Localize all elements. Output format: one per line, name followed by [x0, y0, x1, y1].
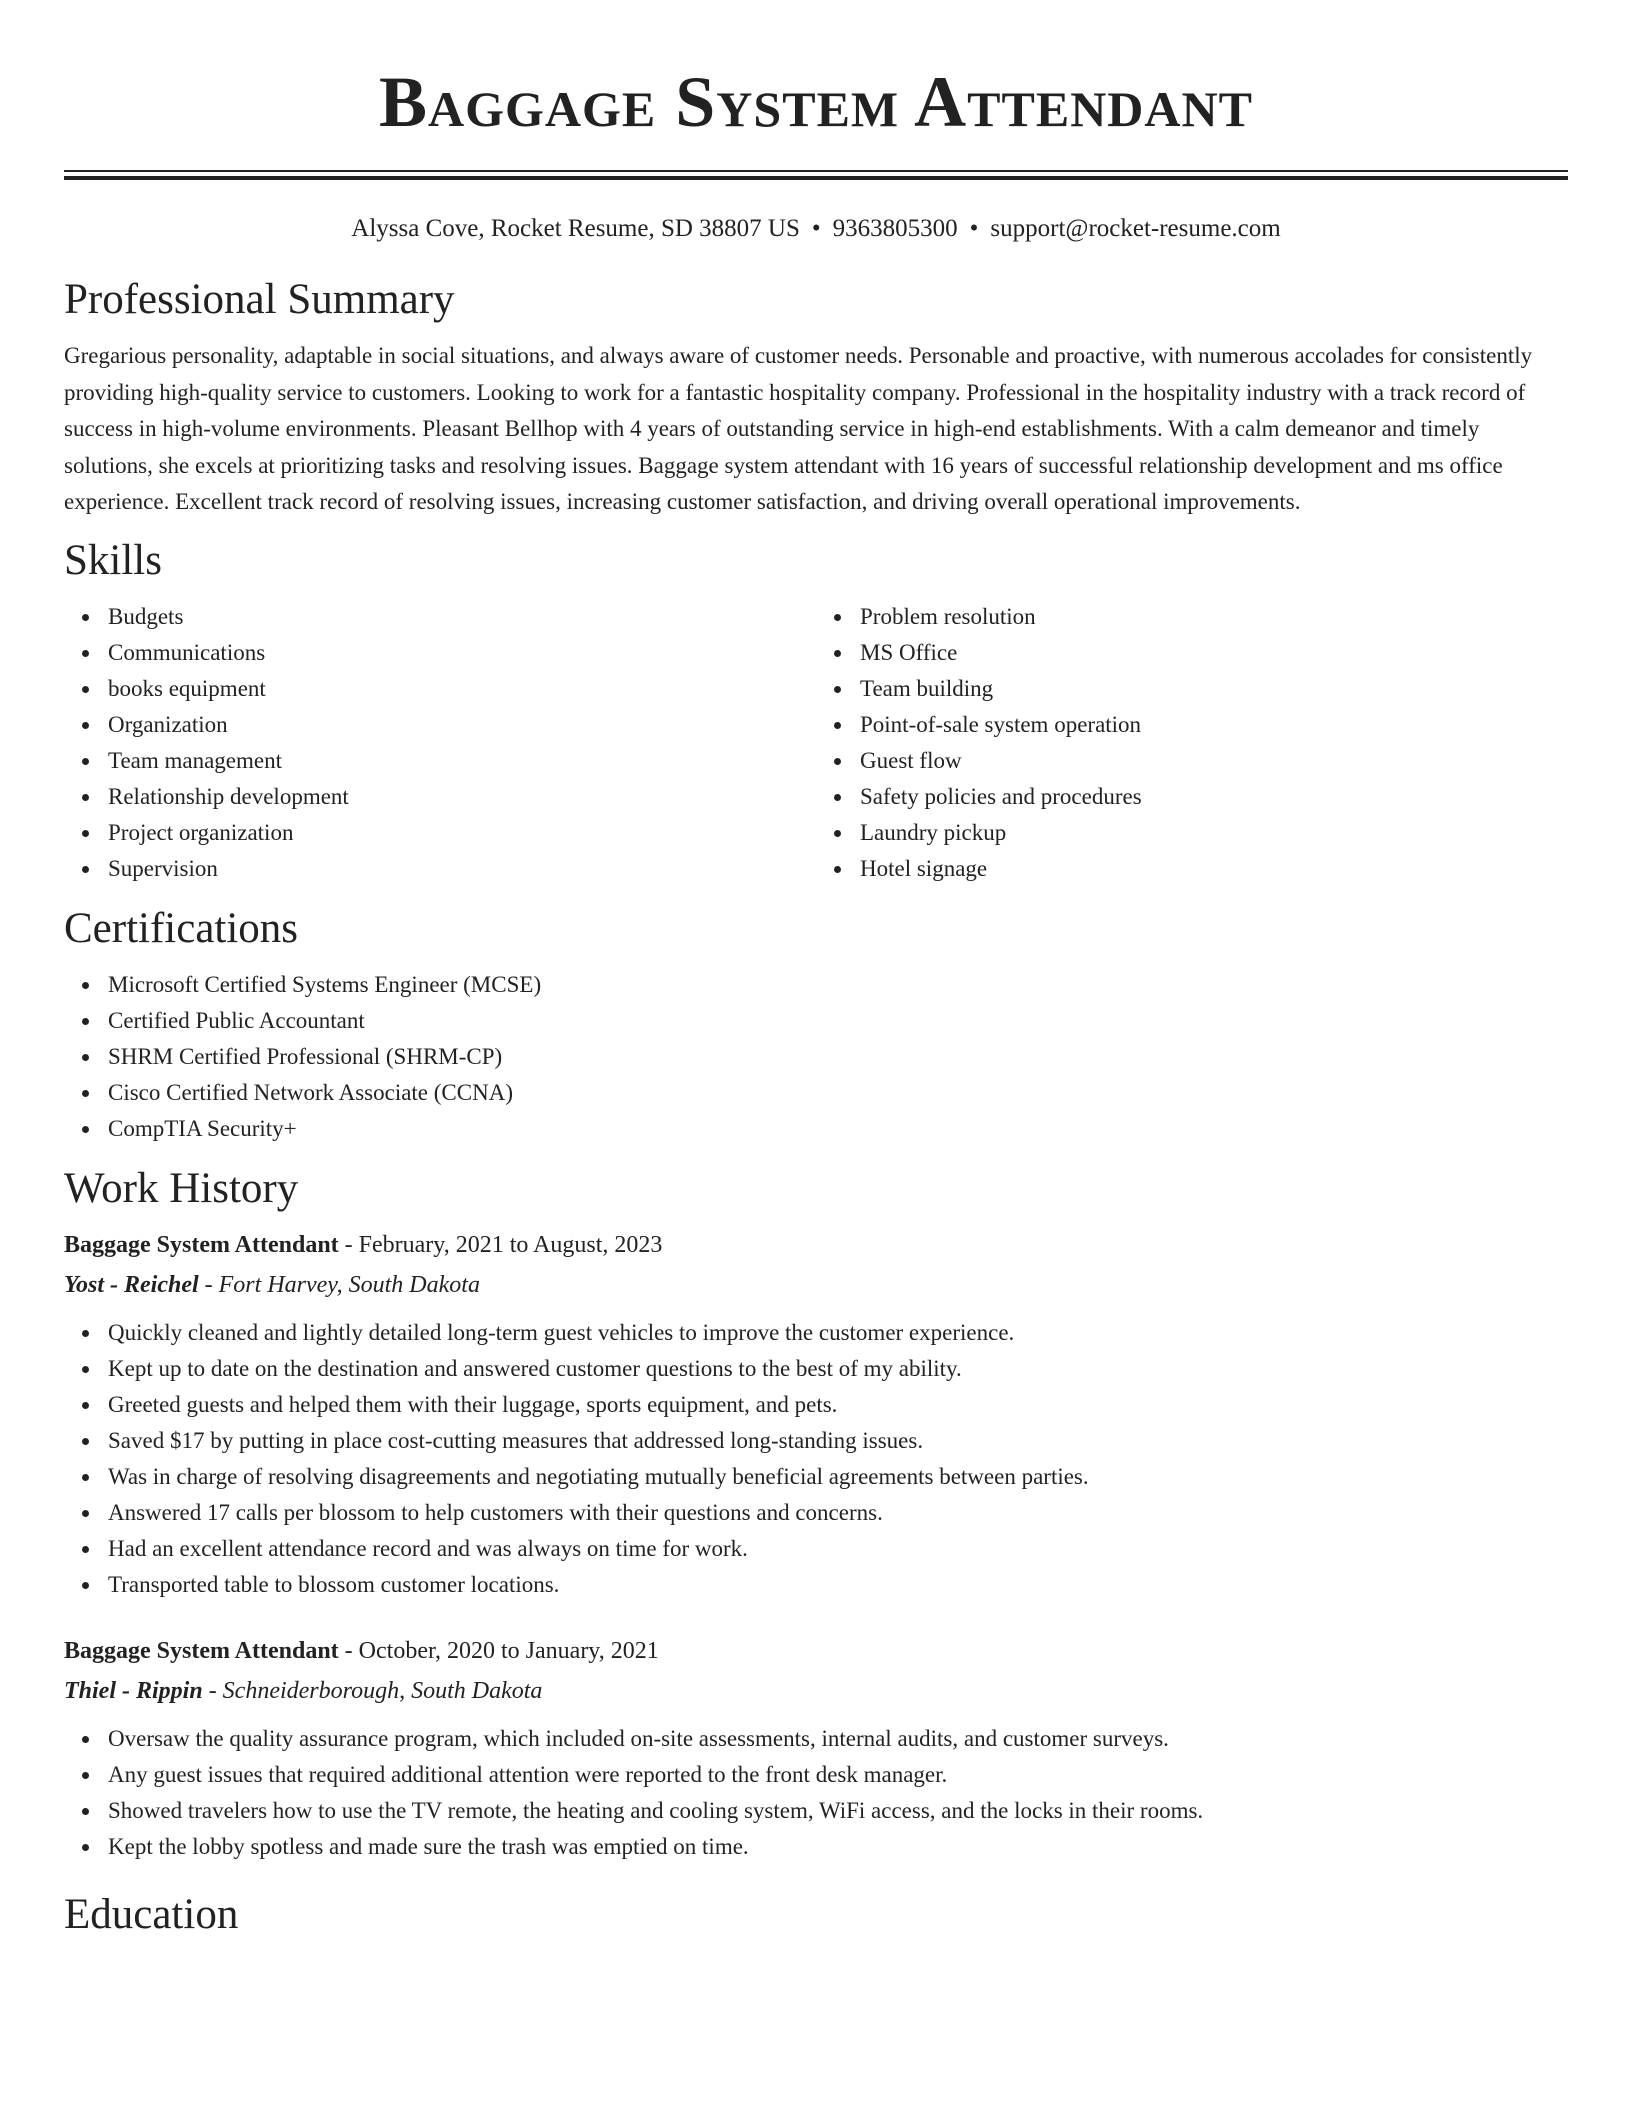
job-title: Baggage System Attendant: [64, 1637, 339, 1664]
skill-item: MS Office: [860, 635, 1568, 671]
work-history-heading: Work History: [64, 1164, 299, 1212]
job-duty: Kept the lobby spotless and made sure the trash was emptied on time.: [108, 1829, 1568, 1865]
job-header: [64, 1225, 1568, 1265]
certifications-section: [64, 903, 1568, 1147]
work-history-section: [64, 1163, 1568, 1865]
job-header: [64, 1631, 1568, 1671]
certification-item: Certified Public Accountant: [108, 1003, 1568, 1039]
skills-heading: Skills: [64, 536, 162, 584]
certifications-list: [64, 967, 1568, 1147]
certifications-heading: Certifications: [64, 904, 299, 952]
job-duty: Kept up to date on the destination and answered customer questions to the best of my ability.: [108, 1351, 1568, 1387]
job-entry: [64, 1225, 1568, 1603]
skill-item: Laundry pickup: [860, 815, 1568, 851]
contact-phone: 9363805300: [832, 215, 958, 242]
job-duty: Was in charge of resolving disagreements and negotiating mutually beneficial agreements between parties.: [108, 1459, 1568, 1495]
certification-item: Cisco Certified Network Associate (CCNA): [108, 1075, 1568, 1111]
skill-item: Safety policies and procedures: [860, 779, 1568, 815]
job-dates: - February, 2021 to August, 2023: [344, 1231, 663, 1258]
skill-item: Guest flow: [860, 743, 1568, 779]
contact-separator: •: [969, 215, 979, 242]
job-duty: Showed travelers how to use the TV remote, the heating and cooling system, WiFi access, and the locks in their rooms.: [108, 1793, 1568, 1829]
contact-address: Alyssa Cove, Rocket Resume, SD 38807 US: [351, 215, 800, 242]
skill-item: Supervision: [108, 851, 816, 887]
skills-list-right: [816, 599, 1568, 887]
job-duty: Saved $17 by putting in place cost-cutting measures that addressed long-standing issues.: [108, 1423, 1568, 1459]
skill-item: books equipment: [108, 671, 816, 707]
skill-item: Hotel signage: [860, 851, 1568, 887]
education-section: [64, 1889, 1568, 1941]
job-duty: Answered 17 calls per blossom to help customers with their questions and concerns.: [108, 1495, 1568, 1531]
skill-item: Project organization: [108, 815, 816, 851]
skill-item: Organization: [108, 707, 816, 743]
job-duties-list: [64, 1315, 1568, 1603]
job-employer: [64, 1265, 1568, 1305]
job-company: Thiel - Rippin: [64, 1677, 203, 1704]
education-heading: Education: [64, 1890, 239, 1938]
job-duties-list: [64, 1721, 1568, 1865]
skill-item: Communications: [108, 635, 816, 671]
skills-section: [64, 535, 1568, 887]
summary-text: Gregarious personality, adaptable in social situations, and always aware of customer needs. Personable and proactive, with numerous accolades for consistently providing high-quality service to customers. Looking to work for a fantastic hospitality company. Professional in the hospitality industry with a track record of success in high-volume environments. Pleasant Bellhop with 4 years of outstanding service in high-end establishments. With a calm demeanor and timely solutions, she excels at prioritizing tasks and resolving issues. Baggage system attendant with 16 years of successful relationship development and ms office experience. Excellent track record of resolving issues, increasing customer satisfaction, and driving overall operational improvements.: [64, 343, 1533, 514]
job-title: Baggage System Attendant: [64, 1231, 339, 1258]
skill-item: Point-of-sale system operation: [860, 707, 1568, 743]
job-entry: [64, 1631, 1568, 1865]
skill-item: Relationship development: [108, 779, 816, 815]
title-divider: [64, 170, 1568, 180]
contact-email: support@rocket-resume.com: [990, 215, 1281, 242]
skill-item: Team management: [108, 743, 816, 779]
job-duty: Oversaw the quality assurance program, which included on-site assessments, internal audits, and customer surveys.: [108, 1721, 1568, 1757]
job-duty: Quickly cleaned and lightly detailed long-term guest vehicles to improve the customer experience.: [108, 1315, 1568, 1351]
certification-item: SHRM Certified Professional (SHRM-CP): [108, 1039, 1568, 1075]
job-employer: [64, 1671, 1568, 1711]
summary-section: [64, 274, 1568, 521]
job-location: - Schneiderborough, South Dakota: [208, 1677, 543, 1704]
certification-item: Microsoft Certified Systems Engineer (MCSE): [108, 967, 1568, 1003]
skill-item: Budgets: [108, 599, 816, 635]
job-duty: Transported table to blossom customer locations.: [108, 1567, 1568, 1603]
job-company: Yost - Reichel: [64, 1271, 199, 1298]
job-dates: - October, 2020 to January, 2021: [344, 1637, 659, 1664]
job-duty: Had an excellent attendance record and was always on time for work.: [108, 1531, 1568, 1567]
skill-item: Problem resolution: [860, 599, 1568, 635]
contact-line: [64, 212, 1568, 246]
contact-separator: •: [811, 215, 821, 242]
summary-heading: Professional Summary: [64, 276, 455, 323]
job-duty: Greeted guests and helped them with their luggage, sports equipment, and pets.: [108, 1387, 1568, 1423]
skills-list-left: [64, 599, 816, 887]
resume-title: Baggage System Attendant: [379, 62, 1253, 142]
job-duty: Any guest issues that required additional attention were reported to the front desk manager.: [108, 1757, 1568, 1793]
job-location: - Fort Harvey, South Dakota: [204, 1271, 480, 1298]
certification-item: CompTIA Security+: [108, 1111, 1568, 1147]
skills-columns: [64, 599, 1568, 887]
skill-item: Team building: [860, 671, 1568, 707]
